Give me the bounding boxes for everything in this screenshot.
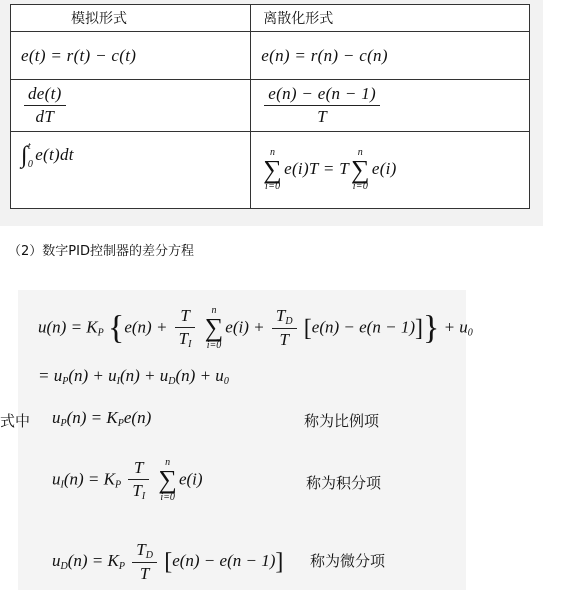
frac-numerator: de(t) xyxy=(24,84,66,106)
sum-upper: n xyxy=(165,457,171,468)
prefix-label: 式中 xyxy=(0,412,31,430)
eq-sub: D xyxy=(145,550,153,561)
pid-main-equation-line2 xyxy=(38,366,229,387)
integral-sign-icon: ∫ xyxy=(21,142,28,169)
eq-sub: P xyxy=(114,479,122,491)
cell-discrete-derivative xyxy=(251,80,530,132)
fraction-t-over-ti xyxy=(175,306,196,350)
frac-denominator: T xyxy=(279,330,289,350)
comparison-table xyxy=(10,4,530,209)
integral-lower: 0 xyxy=(27,159,34,170)
eq-sub: I xyxy=(60,479,64,491)
fraction-analog-derivative xyxy=(24,84,66,127)
right-brace-icon: } xyxy=(422,309,440,347)
integral-limits xyxy=(28,138,33,174)
eq-bracket-body: e(n) − e(n − 1) xyxy=(172,550,276,570)
frac-denominator: T xyxy=(317,107,327,126)
cell-analog-error xyxy=(11,32,251,80)
eq-term: e(i) xyxy=(178,469,203,489)
sum-lower: i=0 xyxy=(160,491,175,503)
cell-discrete-error xyxy=(251,32,530,80)
eq-term: (n) + u xyxy=(175,366,224,385)
sum-upper: n xyxy=(270,146,276,158)
comparison-panel xyxy=(0,0,543,226)
eq-term: u xyxy=(52,408,61,427)
formula-discrete-error: e(n) = r(n) − c(n) xyxy=(261,45,388,65)
eq-term: (n) = K xyxy=(67,550,119,570)
eq-sub: P xyxy=(117,418,124,429)
eq-tail: + u xyxy=(443,317,468,337)
cell-discrete-sum xyxy=(251,132,530,209)
frac-numerator: e(n) − e(n − 1) xyxy=(264,84,380,106)
cell-analog-derivative xyxy=(11,80,251,132)
formula-analog-error: e(t) = r(t) − c(t) xyxy=(21,45,137,65)
eq-sub: P xyxy=(62,376,69,387)
frac-numerator-text: T xyxy=(275,306,286,326)
eq-term: u xyxy=(52,550,61,570)
derivative-equation xyxy=(52,540,283,584)
sum-upper: n xyxy=(211,305,217,316)
integral-equation xyxy=(52,458,203,503)
fraction-t-over-ti xyxy=(128,458,149,502)
fraction-td-over-t xyxy=(272,306,297,350)
sum-right-body: e(i) xyxy=(371,158,397,178)
eq-sub: P xyxy=(60,418,67,429)
table-row xyxy=(11,132,530,209)
derivative-label: 称为微分项 xyxy=(310,552,386,570)
eq-bracket-body: e(n) − e(n − 1) xyxy=(311,317,415,337)
formula-discrete-sum xyxy=(261,146,397,193)
frac-denominator-text: T xyxy=(178,329,189,349)
eq-sub: D xyxy=(285,316,293,328)
integral-label: 称为积分项 xyxy=(306,474,382,492)
sum-lower: i=0 xyxy=(206,339,222,351)
eq-sub: I xyxy=(188,339,192,351)
frac-denominator: dT xyxy=(35,107,55,126)
sum-sign-icon: n ∑ i=0 xyxy=(204,305,224,351)
sum-sign-icon: n ∑ i=0 xyxy=(263,146,283,193)
eq-term: e(n) + xyxy=(124,317,168,337)
table-row xyxy=(11,80,530,132)
cell-analog-integral xyxy=(11,132,251,209)
right-bracket-icon: ] xyxy=(414,315,423,342)
header-discrete: 离散化形式 xyxy=(251,5,530,32)
eq-term: = u xyxy=(38,366,63,385)
eq-sub: 0 xyxy=(223,376,229,387)
sum-left-body: e(i)T = T xyxy=(284,158,349,178)
frac-denominator-text: T xyxy=(132,481,142,501)
eq-sub: I xyxy=(141,491,146,503)
eq-term: (n) = K xyxy=(66,408,118,427)
section-caption: （2）数字PID控制器的差分方程 xyxy=(8,244,194,259)
eq-sub: I xyxy=(116,376,120,387)
eq-term: (n) + u xyxy=(68,366,117,385)
proportional-equation xyxy=(52,408,151,429)
fraction-td-over-t xyxy=(132,540,157,584)
frac-numerator: T xyxy=(175,306,196,328)
left-brace-icon: { xyxy=(108,309,125,347)
table-row xyxy=(11,32,530,80)
sum-sign-icon: n ∑ i=0 xyxy=(351,146,370,193)
sum-sign-icon: n ∑ i=0 xyxy=(158,457,177,503)
integral-body: e(t)dt xyxy=(35,144,74,164)
frac-denominator xyxy=(128,480,149,502)
frac-denominator: T xyxy=(139,564,150,583)
sum-lower: i=0 xyxy=(352,181,369,193)
integral-upper: t xyxy=(27,141,31,152)
sum-upper: n xyxy=(357,146,364,158)
eq-sub: D xyxy=(168,376,176,387)
frac-numerator-text: T xyxy=(136,540,146,559)
eq-sub: 0 xyxy=(467,327,473,339)
frac-denominator xyxy=(175,328,196,350)
eq-term: e(i) + xyxy=(225,317,265,337)
frac-numerator xyxy=(272,306,297,329)
eq-term: u xyxy=(52,469,61,489)
eq-term: e(n) xyxy=(123,408,152,427)
frac-numerator: T xyxy=(128,458,149,480)
eq-sub: D xyxy=(60,560,68,572)
formula-analog-integral xyxy=(21,141,74,170)
eq-sub: P xyxy=(97,327,104,339)
pid-main-equation xyxy=(38,306,473,351)
eq-sub: P xyxy=(118,560,125,572)
table-header-row xyxy=(11,5,530,32)
header-analog: 模拟形式 xyxy=(11,5,251,32)
proportional-label: 称为比例项 xyxy=(304,412,380,430)
eq-term: (n) + u xyxy=(119,366,169,385)
eq-term: (n) = K xyxy=(63,469,115,489)
left-bracket-icon: [ xyxy=(303,315,312,342)
fraction-discrete-derivative xyxy=(264,84,380,127)
frac-numerator xyxy=(132,540,157,563)
sum-lower: i=0 xyxy=(264,181,281,193)
eq-lhs: u(n) = K xyxy=(38,317,98,337)
left-bracket-icon: [ xyxy=(164,549,173,575)
right-bracket-icon: ] xyxy=(275,549,284,575)
